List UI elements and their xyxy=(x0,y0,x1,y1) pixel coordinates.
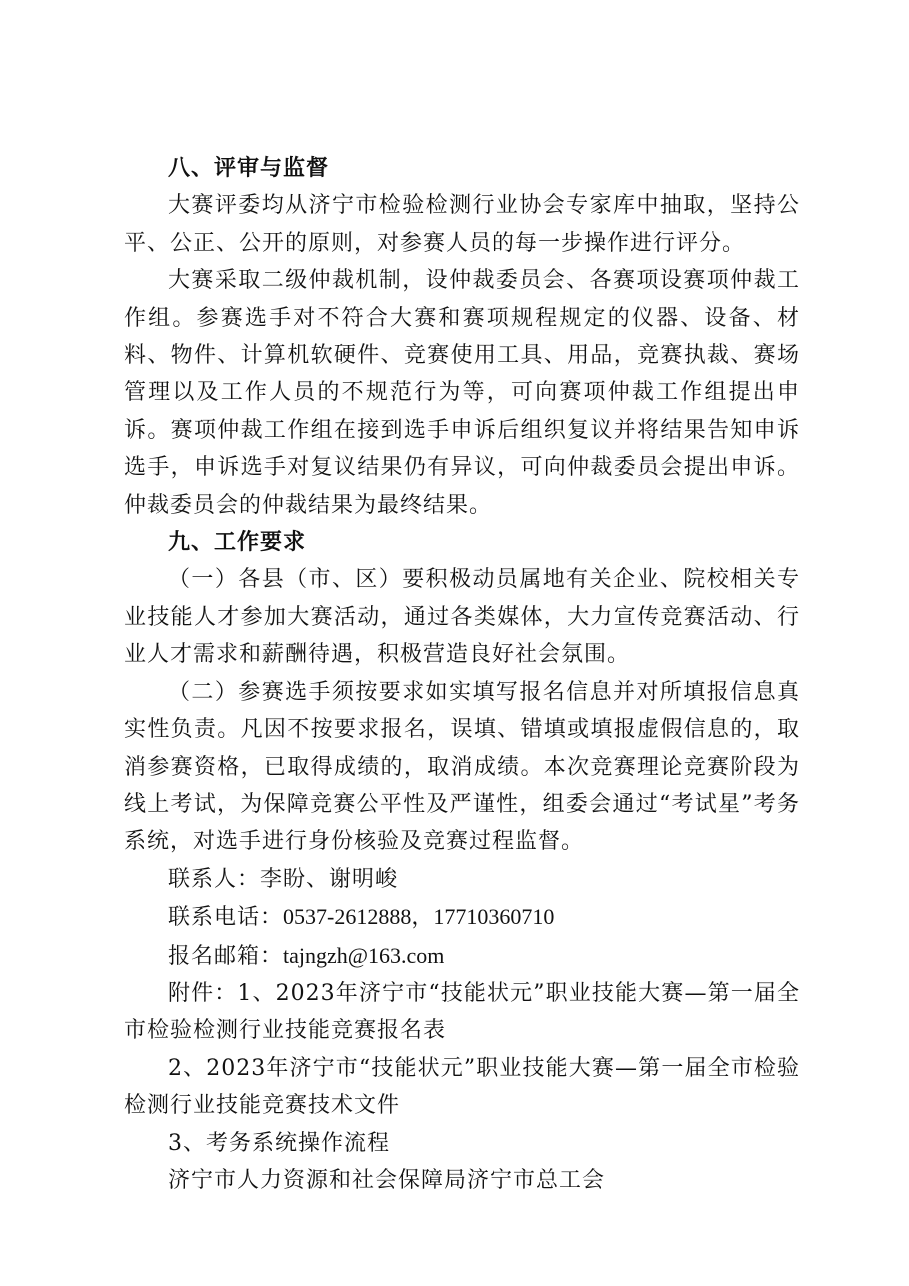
attachment-label: 附件： xyxy=(168,980,238,1006)
paragraph-judges: 大赛评委均从济宁市检验检测行业协会专家库中抽取，坚持公平、公正、公开的原则，对参赛人员的每一步操作进行评分。 xyxy=(124,193,800,256)
contact-email-value: tajngzh@163.com xyxy=(283,942,445,968)
attachment-item-1: 1、2023年济宁市“技能状元”职业技能大赛—第一届全市检验检测行业技能竞赛报名表 xyxy=(124,980,800,1044)
attachment-line-1 xyxy=(124,975,800,1050)
section-heading-requirements: 九、工作要求 xyxy=(168,530,307,556)
paragraph-arbitration: 大赛采取二级仲裁机制，设仲裁委员会、各赛项设赛项仲裁工作组。参赛选手对不符合大赛和赛项规程规定的仪器、设备、材料、物件、计算机软硬件、竞赛使用工具、用品，竞赛执裁、赛场管理以及工作人员的不规范行为等，可向赛项仲裁工作组提出申诉。赛项仲裁工作组在接到选手申诉后组织复议并将结果告知申诉选手，申诉选手对复议结果仍有异议，可向仲裁委员会提出申诉。仲裁委员会的仲裁结果为最终结果。 xyxy=(124,268,800,518)
document-body xyxy=(124,150,800,1199)
issuing-organizations: 济宁市人力资源和社会保障局济宁市总工会 xyxy=(168,1167,606,1193)
attachment-item-2: 2、2023年济宁市“技能状元”职业技能大赛—第一届全市检验检测行业技能竞赛技术文件 xyxy=(124,1055,800,1119)
contact-person-value: 李盼、谢明峻 xyxy=(260,866,399,892)
contact-phone-value: 0537-2612888，17710360710 xyxy=(283,904,555,930)
contact-person-line xyxy=(124,861,800,898)
contact-email-line xyxy=(124,937,800,975)
section-heading-review: 八、评审与监督 xyxy=(168,156,330,181)
attachment-item-3: 3、考务系统操作流程 xyxy=(168,1130,390,1156)
contact-person-label: 联系人： xyxy=(168,866,261,892)
paragraph-requirement-1: （一）各县（市、区）要积极动员属地有关企业、院校相关专业技能人才参加大赛活动，通过各类媒体，大力宣传竞赛活动、行业人才需求和薪酬待遇，积极营造良好社会氛围。 xyxy=(124,567,800,668)
paragraph-requirement-2: （二）参赛选手须按要求如实填写报名信息并对所填报信息真实性负责。凡因不按要求报名，误填、错填或填报虚假信息的，取消参赛资格，已取得成绩的，取消成绩。本次竞赛理论竞赛阶段为线上考试，为保障竞赛公平性及严谨性，组委会通过“考试星”考务系统，对选手进行身份核验及竞赛过程监督。 xyxy=(124,679,800,855)
contact-phone-label: 联系电话： xyxy=(168,905,284,931)
contact-email-label: 报名邮箱： xyxy=(168,943,284,969)
contact-phone-line xyxy=(124,898,800,936)
